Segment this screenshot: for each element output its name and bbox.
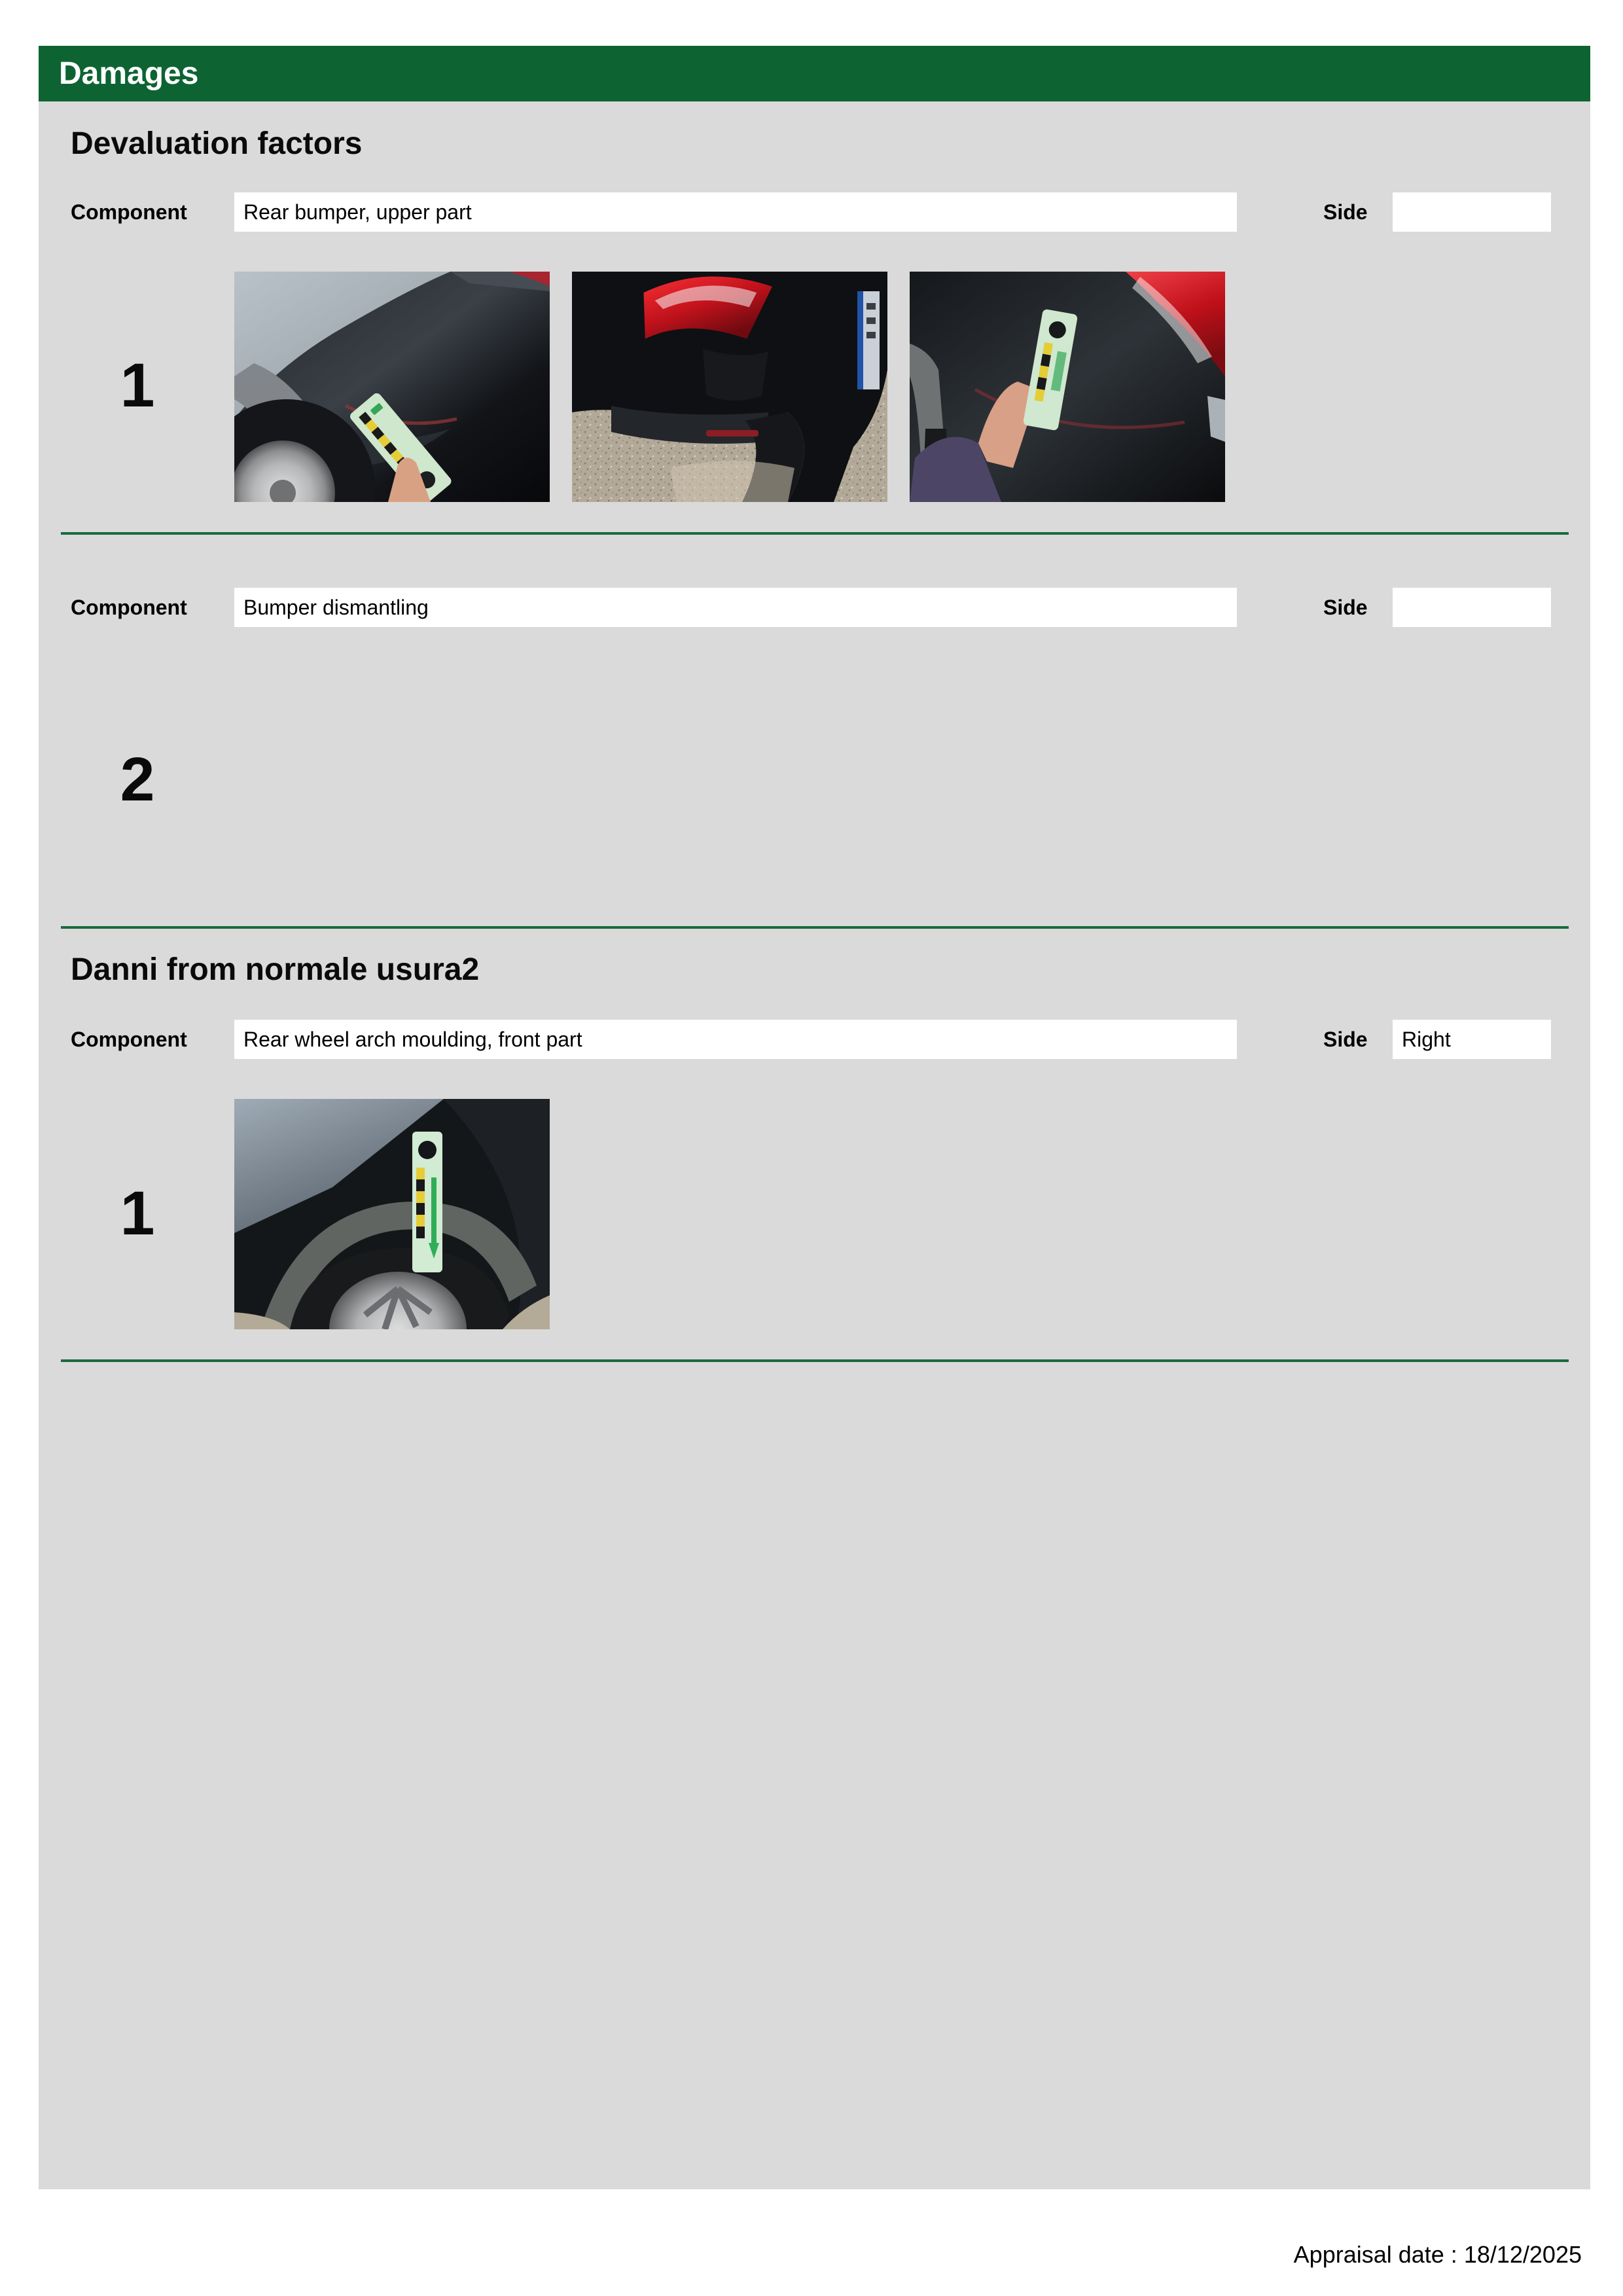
component-value: Rear wheel arch moulding, front part [243, 1028, 582, 1051]
photo-tail-light-bumper [572, 272, 887, 502]
section-heading-normal-wear: Danni from normale usura2 [71, 952, 480, 987]
photo-rear-quarter-with-ruler [234, 272, 550, 502]
damage-number: 1 [120, 351, 155, 420]
side-value: Right [1402, 1028, 1451, 1051]
component-input[interactable] [234, 192, 1237, 232]
component-value: Rear bumper, upper part [243, 200, 472, 224]
side-input[interactable] [1393, 588, 1551, 627]
damage-photo [572, 272, 887, 502]
appraisal-date: Appraisal date : 18/12/2025 [1293, 2241, 1582, 2268]
side-label: Side [1323, 596, 1368, 619]
side-label: Side [1323, 200, 1368, 224]
section-divider [61, 532, 1569, 535]
component-input[interactable] [234, 588, 1237, 627]
section-divider [61, 926, 1569, 929]
side-input[interactable] [1393, 1020, 1551, 1059]
damage-number: 2 [120, 745, 155, 814]
damage-photo [234, 272, 550, 502]
section-divider [61, 1359, 1569, 1362]
component-label: Component [71, 200, 187, 224]
side-input[interactable] [1393, 192, 1551, 232]
damages-header-bar [39, 46, 1590, 101]
page-title: Damages [59, 56, 199, 91]
component-label: Component [71, 596, 187, 619]
photo-bumper-hand-ruler [910, 272, 1225, 502]
damage-photo [910, 272, 1225, 502]
damage-photo [234, 1099, 550, 1329]
section-heading-devaluation-factors: Devaluation factors [71, 126, 363, 161]
photo-wheel-arch-ruler [234, 1099, 550, 1329]
component-label: Component [71, 1028, 187, 1051]
component-input[interactable] [234, 1020, 1237, 1059]
damage-number: 1 [120, 1179, 155, 1248]
component-value: Bumper dismantling [243, 596, 429, 619]
side-label: Side [1323, 1028, 1368, 1051]
